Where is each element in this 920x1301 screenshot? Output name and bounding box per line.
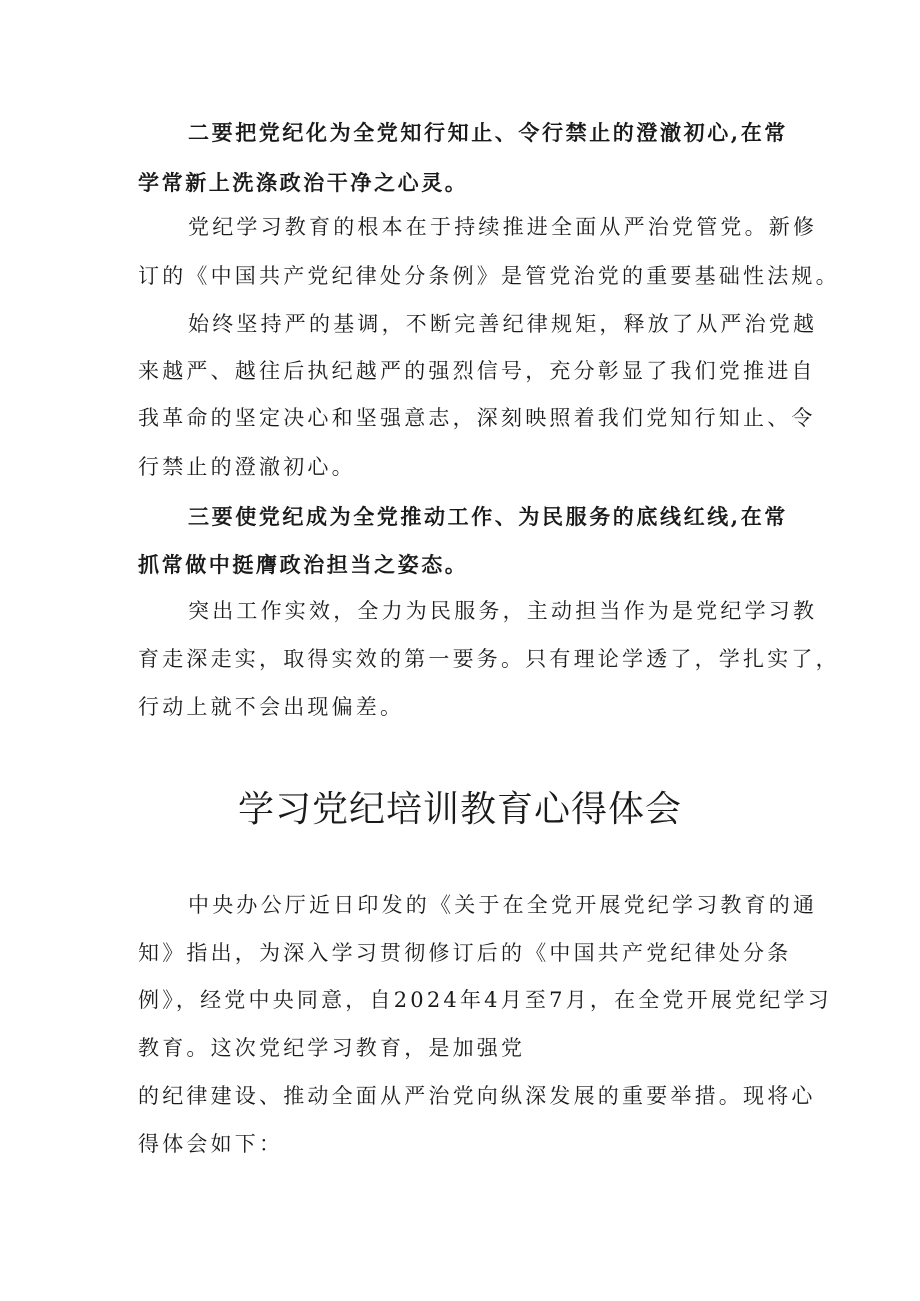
section3-para1-line-2: 育走深走实，取得实效的第一要务。只有理论学透了，学扎实了， <box>138 647 840 671</box>
article-title: 学习党纪培训教育心得体会 <box>237 789 682 830</box>
article-intro-line-2: 知》指出，为深入学习贯彻修订后的《中国共产党纪律处分条 <box>138 941 792 965</box>
section3-heading-line-1: 三要使党纪成为全党推动工作、为民服务的底线红线,在常 <box>188 504 788 529</box>
section2-para2-line-3: 我革命的坚定决心和坚强意志，深刻映照着我们党知行知止、令 <box>138 406 816 430</box>
section3-heading-line-2: 抓常做中挺膺政治担当之姿态。 <box>138 552 469 577</box>
section3-para1-line-1: 突出工作实效，全力为民服务，主动担当作为是党纪学习教 <box>188 599 818 623</box>
section2-para1-line-1: 党纪学习教育的根本在于持续推进全面从严治党管党。新修 <box>188 215 818 239</box>
section2-heading-line-2: 学常新上洗涤政治干净之心灵。 <box>138 170 469 195</box>
article-intro-line-6: 得体会如下： <box>138 1132 284 1156</box>
section2-para1-line-2: 订的《中国共产党纪律处分条例》是管党治党的重要基础性法规。 <box>138 264 840 288</box>
section3-para1-line-3: 行动上就不会出现偏差。 <box>138 695 405 719</box>
section2-para2-line-4: 行禁止的澄澈初心。 <box>138 455 356 479</box>
article-intro-line-1: 中央办公厅近日印发的《关于在全党开展党纪学习教育的通 <box>188 893 818 917</box>
section2-para2-line-2: 来越严、越往后执纪越严的强烈信号，充分彰显了我们党推进自 <box>138 359 816 383</box>
article-intro-line-3: 例》，经党中央同意，自2024年4月至7月，在全党开展党纪学习 <box>138 988 832 1012</box>
article-intro-line-5: 的纪律建设、推动全面从严治党向纵深发展的重要举措。现将心 <box>138 1084 816 1108</box>
article-intro-line-4: 教育。这次党纪学习教育，是加强党 <box>138 1036 526 1060</box>
section2-heading-line-1: 二要把党纪化为全党知行知止、令行禁止的澄澈初心,在常 <box>188 120 788 145</box>
section2-para2-line-1: 始终坚持严的基调，不断完善纪律规矩，释放了从严治党越 <box>188 312 818 336</box>
